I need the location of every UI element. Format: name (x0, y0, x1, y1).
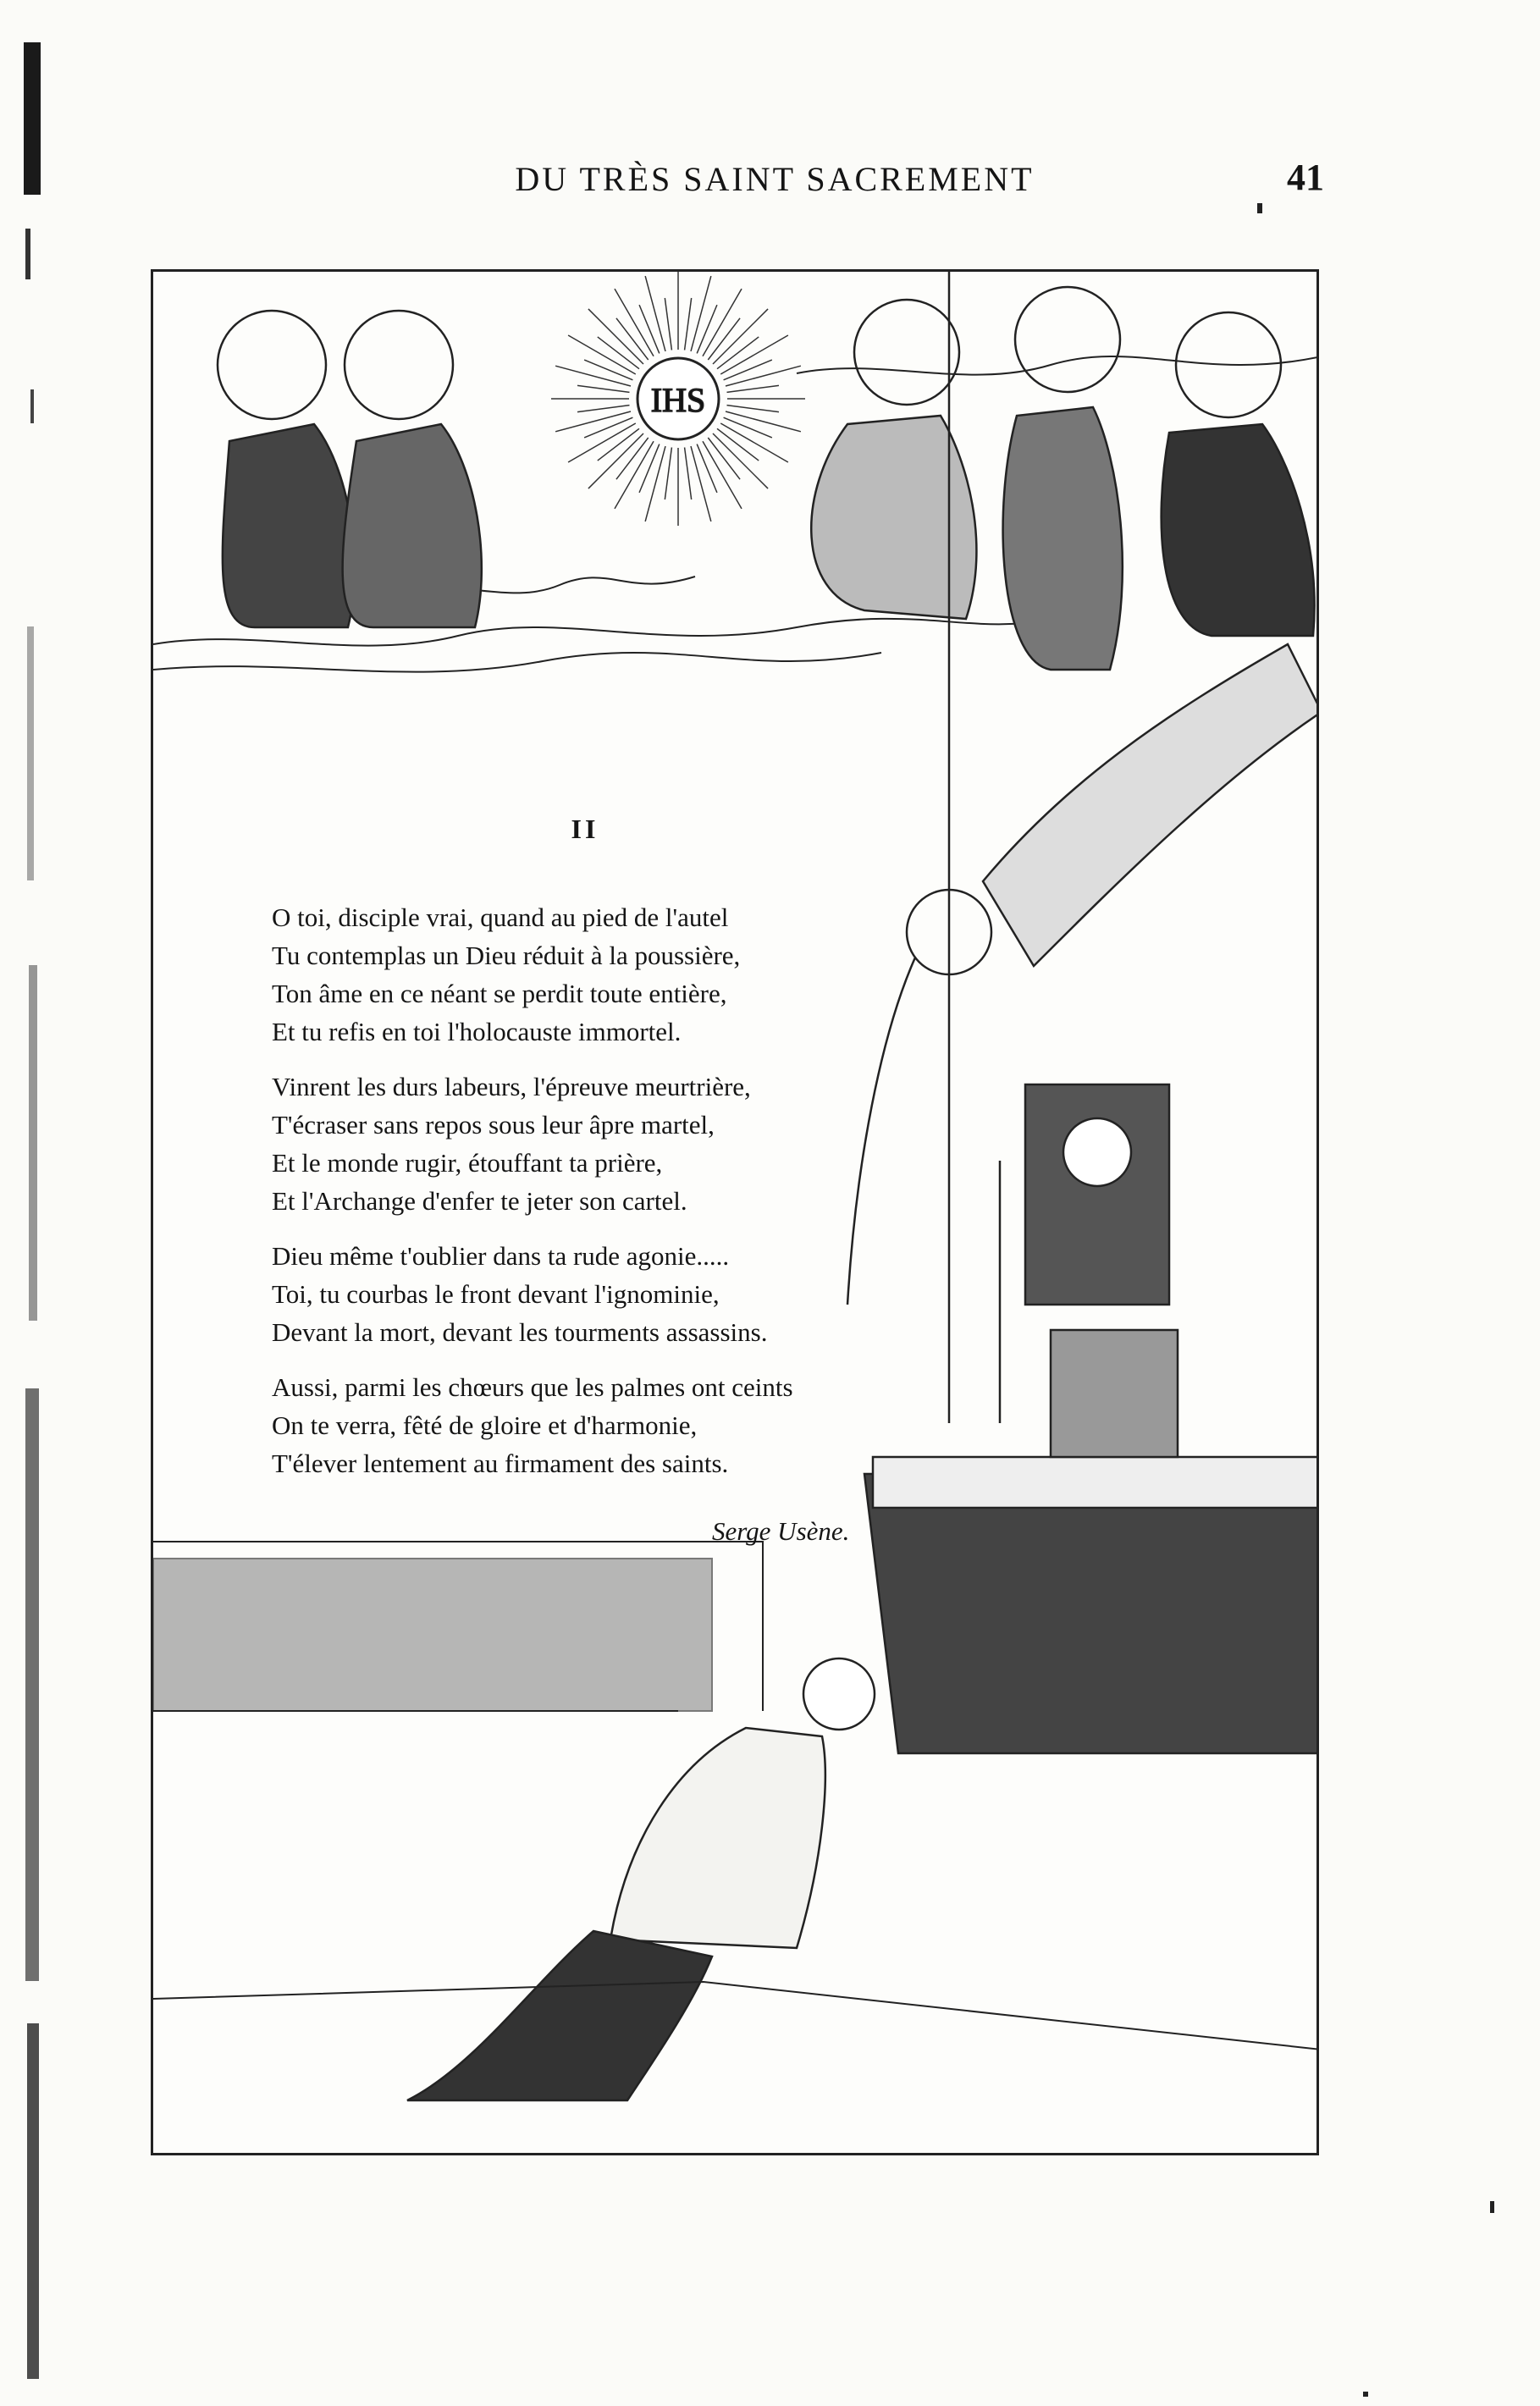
sun-ray (720, 423, 788, 462)
page-header (0, 159, 1540, 210)
verse-line: T'écraser sans repos sous leur âpre martel, (272, 1110, 715, 1140)
section-number: II (571, 814, 599, 844)
verse-line: Ton âme en ce néant se perdit toute entière, (272, 979, 727, 1008)
sun-ray (691, 276, 711, 351)
sun-ray (639, 305, 660, 353)
sun-ray (588, 309, 643, 364)
sun-ray (726, 366, 801, 386)
sun-ray (697, 444, 717, 493)
verse-line: Toi, tu courbas le front devant l'ignominie, (272, 1279, 720, 1309)
sun-ray (713, 433, 768, 488)
sun-ray (665, 448, 671, 499)
sun-ray (727, 385, 779, 392)
stanza (272, 1368, 1034, 1482)
sun-ray (720, 335, 788, 374)
sun-ray (703, 441, 742, 509)
sun-ray (577, 385, 629, 392)
verse-line: Vinrent les durs labeurs, l'épreuve meurtrière, (272, 1072, 751, 1101)
ihs-monogram: IHS (650, 381, 706, 419)
verse-line: Et tu refis en toi l'holocauste immortel. (272, 1017, 682, 1046)
verse-line: Tu contemplas un Dieu réduit à la poussière, (272, 941, 741, 970)
sun-ray (568, 335, 636, 374)
verse-line: T'élever lentement au firmament des saints. (272, 1449, 729, 1478)
poem-signature: Serge Usène. (712, 1516, 850, 1546)
verse-line: Aussi, parmi les chœurs que les palmes ont ceints (272, 1372, 793, 1402)
sun-ray (584, 360, 632, 380)
sun-ray (588, 433, 643, 488)
sun-ray (685, 298, 692, 350)
saints-left (218, 311, 482, 627)
verse-line: On te verra, fêté de gloire et d'harmonie, (272, 1410, 698, 1440)
sunburst-monogram (551, 272, 805, 526)
sun-ray (568, 423, 636, 462)
scan-binding-edge (19, 34, 78, 2387)
engraving-plate (151, 269, 1319, 2155)
sun-ray (645, 276, 665, 351)
sun-ray (555, 366, 631, 386)
sun-ray (697, 305, 717, 353)
sun-ray (685, 448, 692, 499)
verse-line: Et l'Archange d'enfer te jeter son cartel. (272, 1186, 687, 1216)
print-speck (1257, 203, 1262, 213)
page-number: 41 (1287, 157, 1324, 198)
sun-ray (724, 360, 772, 380)
verse-line: Dieu même t'oublier dans ta rude agonie..... (272, 1241, 730, 1271)
print-speck (1363, 2392, 1368, 2397)
sun-ray (584, 417, 632, 438)
verse-line: Et le monde rugir, étouffant ta prière, (272, 1148, 663, 1178)
stanza (272, 1237, 1034, 1351)
sun-ray (645, 446, 665, 521)
stanza (272, 1068, 1034, 1220)
sun-ray (615, 441, 654, 509)
stanza (272, 898, 1034, 1051)
verse-line: O toi, disciple vrai, quand au pied de l'autel (272, 902, 729, 932)
sun-ray (691, 446, 711, 521)
print-speck (1490, 2201, 1494, 2213)
sun-ray (703, 289, 742, 356)
sun-ray (615, 289, 654, 356)
sun-ray (555, 411, 631, 432)
sun-ray (665, 298, 671, 350)
sun-ray (713, 309, 768, 364)
sun-ray (639, 444, 660, 493)
verse-line: Devant la mort, devant les tourments assassins. (272, 1317, 768, 1347)
sun-ray (577, 406, 629, 412)
saints-right (811, 287, 1314, 670)
sun-ray (724, 417, 772, 438)
sun-ray (726, 411, 801, 432)
running-title: DU TRÈS SAINT SACREMENT (515, 160, 1035, 198)
sun-ray (727, 406, 779, 412)
poem-block (213, 814, 991, 1829)
